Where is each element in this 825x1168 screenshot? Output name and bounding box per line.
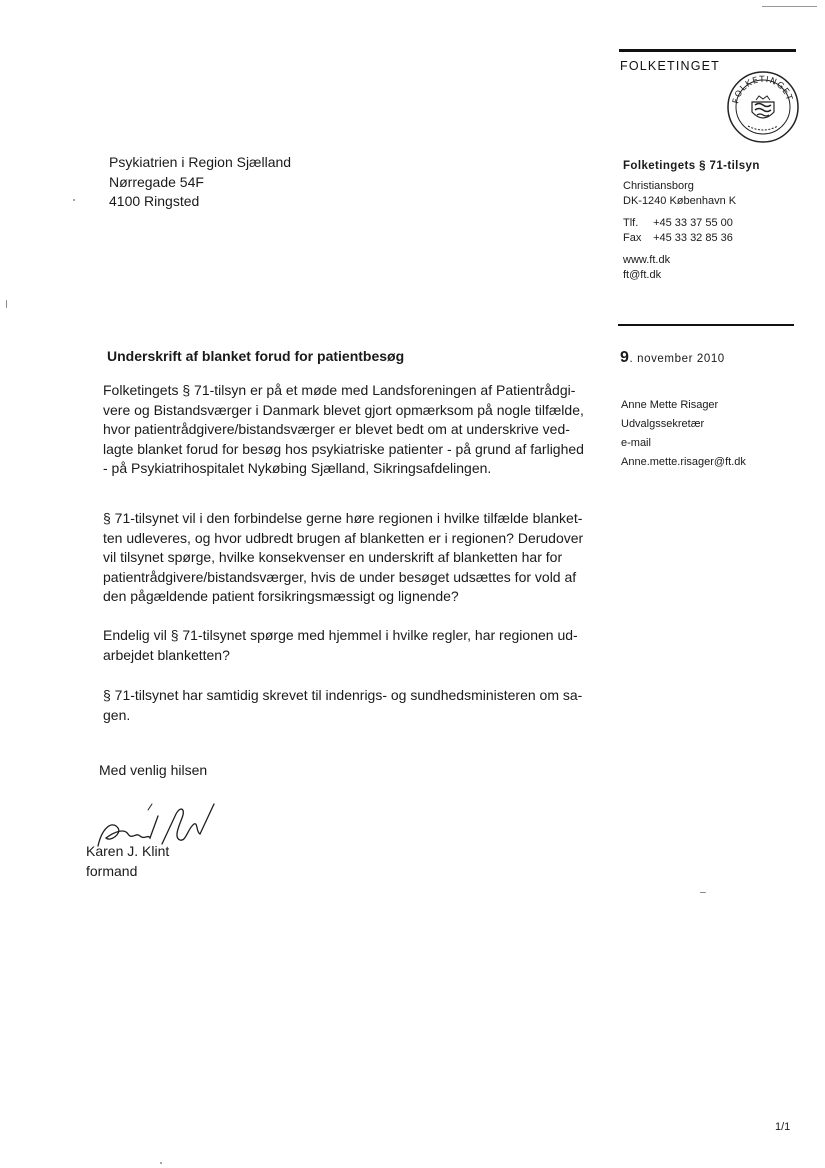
contact-title: Udvalgssekretær — [621, 418, 705, 430]
signer-name: Karen J. Klint — [86, 843, 170, 859]
date-rest: . november 2010 — [629, 353, 725, 365]
paragraph-line: vere og Bistandsværger i Danmark blevet gjort opmærksom på nogle tilfælde, — [103, 401, 584, 418]
paragraph-line: § 71-tilsynet har samtidig skrevet til indenrigs- og sundhedsministeren om sa- — [103, 687, 583, 703]
sender-website: www.ft.dk — [623, 254, 671, 266]
contact-name: Anne Mette Risager — [621, 399, 719, 411]
folketinget-seal-logo — [726, 70, 800, 144]
contact-email: Anne.mette.risager@ft.dk — [621, 456, 746, 468]
paragraph-line: den pågældende patient forsikringsmæssigt og lignende? — [103, 588, 459, 604]
paragraph-line: - på Psykiatrihospitalet Nykøbing Sjælland, Sikringsafdelingen. — [103, 460, 492, 476]
paragraph-line: hvor patientrådgivere/bistandsværger er blevet bedt om at underskrive ved- — [103, 421, 570, 437]
phone-number: +45 33 37 55 00 — [653, 217, 733, 229]
paragraph-line: lagte blanket forud for besøg hos psykiatriske patienter - på grund af farlighed — [103, 440, 584, 457]
paragraph-line: vil tilsynet spørge, hvilke konsekvenser en underskrift af blanketten har for — [103, 549, 563, 565]
sender-address-line2: DK-1240 København K — [623, 195, 737, 207]
sender-info — [623, 159, 760, 283]
paragraph-line: ten udleveres, og hvor udbredt brugen af blanketten er i regionen? Derudover — [103, 529, 584, 546]
letter-subject: Underskrift af blanket forud for patientbesøg — [107, 348, 405, 364]
scan-speck — [6, 300, 7, 308]
paragraph-line: Endelig vil § 71-tilsynet spørge med hjemmel i hvilke regler, har regionen ud- — [103, 627, 578, 643]
paragraph-4 — [103, 686, 582, 725]
paragraph-1 — [103, 381, 584, 479]
recipient-street: Nørregade 54F — [109, 173, 204, 190]
paragraph-2 — [103, 509, 583, 607]
header-rule — [619, 49, 796, 52]
paragraph-line: § 71-tilsynet vil i den forbindelse gerne høre regionen i hvilke tilfælde blanket- — [103, 510, 583, 526]
sender-fax-row — [623, 231, 760, 246]
phone-label: Tlf. — [623, 217, 639, 229]
scan-speck — [700, 892, 706, 893]
signer-title: formand — [86, 862, 138, 879]
top-right-rule — [762, 6, 817, 7]
scan-speck — [73, 199, 75, 201]
recipient-city: 4100 Ringsted — [109, 193, 200, 209]
svg-text:FOLKETINGET: FOLKETINGET — [731, 74, 795, 105]
paragraph-line: patientrådgivere/bistandsværger, hvis de under besøget udsættes for vold af — [103, 568, 577, 585]
paragraph-line: arbejdet blanketten? — [103, 646, 230, 663]
organization-name: FOLKETINGET — [620, 59, 721, 73]
closing-greeting: Med venlig hilsen — [99, 762, 208, 778]
sender-phone-row — [623, 216, 760, 231]
page-number: 1/1 — [775, 1121, 791, 1133]
paragraph-line: gen. — [103, 706, 131, 723]
recipient-name: Psykiatrien i Region Sjælland — [109, 154, 292, 170]
paragraph-line: Folketingets § 71-tilsyn er på et møde med Landsforeningen af Patientrådgi- — [103, 382, 576, 398]
sender-email: ft@ft.dk — [623, 269, 662, 281]
fax-number: +45 33 32 85 36 — [653, 232, 733, 244]
contact-email-label: e-mail — [621, 437, 651, 449]
sender-unit: Folketingets § 71-tilsyn — [623, 160, 760, 172]
date-day: 9 — [620, 349, 630, 366]
signer-block — [86, 842, 169, 881]
scan-speck — [160, 1162, 162, 1164]
sender-divider — [618, 324, 794, 326]
recipient-address — [109, 153, 291, 212]
paragraph-3 — [103, 626, 578, 665]
letter-date — [620, 349, 725, 367]
contact-person — [621, 396, 746, 472]
sender-address-line1: Christiansborg — [623, 180, 694, 192]
fax-label: Fax — [623, 232, 642, 244]
